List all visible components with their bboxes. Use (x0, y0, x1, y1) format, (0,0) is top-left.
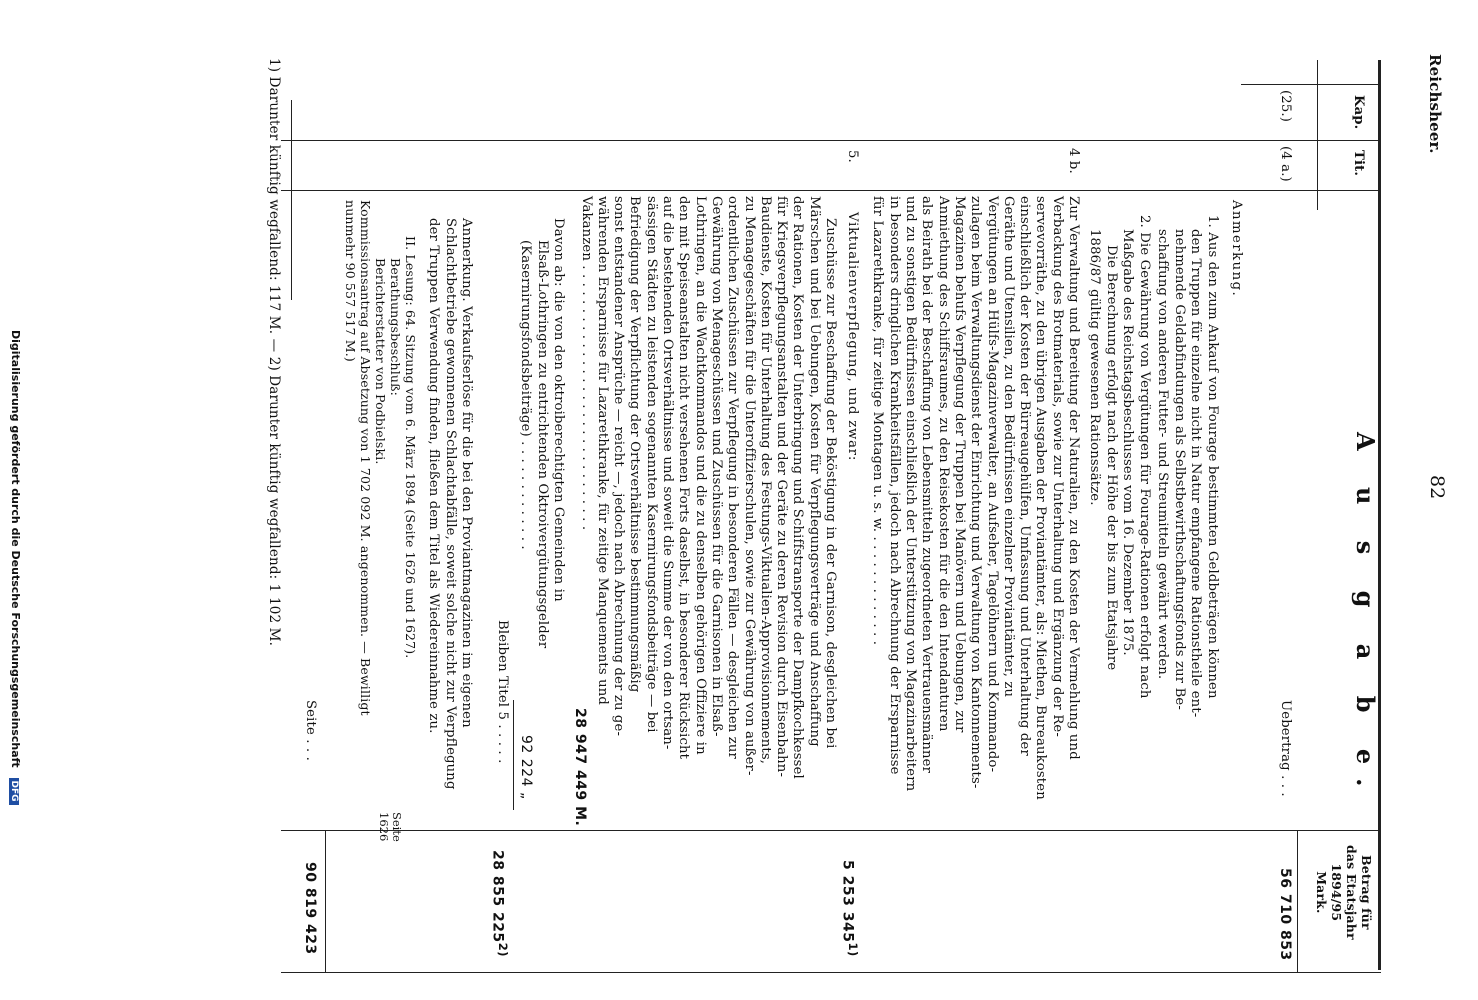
anmerkung-verkauf-line: Anmerkung. Verkaufserlöse für die bei den Proviantmagazinen im eigenen (459, 218, 474, 728)
davon-sum-rule (513, 700, 514, 810)
uebertrag-label: Uebertrag . . . (1278, 700, 1293, 797)
seite-ref-number: 1626 (377, 812, 391, 842)
item-5-line: Lothringen, an die Wachtkommandos und die zu denselben gehörigen Offiziere in (692, 196, 708, 755)
item-5-line: währenden Ersparnisse für Lazarethkranke, für zeitige Manquements und (594, 196, 610, 705)
top-rule (1378, 60, 1381, 970)
page-number: 82 (1426, 475, 1448, 500)
davon-line: Elsaß-Lothringen zu entrichtenden Oktroivergütungsgelder (534, 240, 550, 649)
anmerkung-1-line: 1. Aus den zum Ankauf von Fourage bestimmten Geldbeträgen können (1205, 215, 1220, 699)
anmerkung-1-line: den Truppen für einzelne nicht in Natur empfangene Rationstheile ent- (1188, 229, 1204, 718)
amount-header-rule (1297, 830, 1298, 972)
davon-amount-unit: „ (518, 791, 534, 800)
lesung-line: Berichterstatter von Podbielski. (373, 258, 388, 465)
seite-total: 90 819 423 (302, 862, 318, 955)
item-5-subtotal-value: 28 947 449 (572, 708, 588, 801)
anmerkung-2-line: Die Berechnung erfolgt nach der Höhe der bis zum Etatsjahre (1104, 245, 1119, 671)
item-4b-line: Magazinen behufs Verpflegung der Truppen bei Manövern und Uebungen, zur (951, 196, 967, 733)
amount-column-rule (281, 830, 1381, 831)
bleiben-amount-note: 2) (496, 942, 510, 957)
total-rule (325, 830, 326, 972)
item-5-line: sonst entstandener Ansprüche — reicht —, jedoch nach Abrechnung der zu ge- (611, 196, 627, 737)
running-title: Reichsheer. (1426, 54, 1444, 154)
amount-right-rule (281, 972, 1381, 973)
item-4b-line: Zur Verwaltung und Bereitung der Naturalien, zu den Kosten der Vermehlung und (1066, 196, 1081, 760)
item-5-line: Märschen und bei Uebungen, Kosten für Verpflegungsverträge und Anschaffung (806, 196, 822, 747)
tit-value: (4 a.) (1278, 146, 1293, 182)
amount-header-line-1: Betrag für (1359, 855, 1374, 930)
kap-column-header: Kap. (1351, 95, 1366, 130)
davon-line: (Kasernirungsfondsbeiträge) . . . . . . . . . . . . . (518, 240, 534, 550)
tit-4b: 4 b. (1066, 148, 1081, 174)
lesung-line: Kommissionsantrag auf Absetzung von 1 702 092 M. angenommen. — Bewilligt (358, 200, 373, 716)
anmerkung-2-line: 2. Die Gewährung von Vergütungen für Fourage-Rationen erfolgt nach (1137, 215, 1152, 699)
digitization-credit (9, 330, 22, 805)
anmerkung-verkauf (425, 218, 474, 790)
davon-text (517, 218, 566, 648)
uebertrag-amount: 56 710 853 (1277, 868, 1293, 961)
anmerkung-heading: Anmerkung. (1229, 200, 1244, 298)
amount-header-line-3: 1894/95 (1329, 863, 1344, 922)
item-5-line: Befriedigung der Verpflichtung der Ortsverhältnisse bestimmungsmäßig (627, 196, 643, 693)
item-4b-line: Anmiethung des Schiffsraumes, zu den Reisekosten für die den Intendanturen (935, 196, 951, 732)
dfg-logo: DFG (9, 778, 19, 805)
item-4b-line: Vergütungen an Hülfs-Magazinverwalter, an Aufseher, Tagelöhnern und Kommando- (984, 196, 1000, 773)
item-4b-line: als Beirath bei der Beschaffung von Lebensmitteln zugeordneten Vertrauensmänner (919, 196, 935, 774)
kap-column-rule (1241, 84, 1381, 85)
davon-amount-value: 92 224 (518, 735, 534, 787)
lesung-note (343, 200, 418, 716)
item-4b-line: in besonders dringlichen Krankheitsfällen, jedoch nach Abrechnung der Ersparnisse (886, 196, 902, 775)
item-5-line: auf die bestehenden Ortsverhältnisse und soweit die Summe der von den ortsan- (660, 196, 676, 750)
header-bottom-rule (1317, 60, 1318, 210)
amount-column-header (1314, 845, 1374, 940)
seite-label: Seite . . . (303, 700, 318, 761)
item-4b-line: servevorräthe, zu den übrigen Ausgaben der Proviantämter, als: Miethen, Bureaukosten (1033, 196, 1049, 800)
credit-text: Digitalisierung gefördert durch die Deutsche Forschungsgemeinschaft (9, 330, 22, 768)
kap-value: (25.) (1278, 90, 1293, 123)
item-5-amount-value: 5 253 345 (839, 860, 856, 943)
item-5-amount-note: 1) (846, 942, 860, 957)
item-5-line: Zuschüsse zur Beschaffung der Beköstigung in der Garnison, desgleichen bei (823, 218, 838, 749)
section-heading: A u s g a b e. (1351, 432, 1380, 801)
footnote-rule (291, 100, 292, 300)
anmerkung-verkauf-line: Schlachtbetriebe gewonnenen Schlachtabfälle, soweit solche nicht zur Verpflegung (442, 218, 458, 790)
item-5-line: der Rationen, Kosten der Unterbringung und Schiffstransporte der Dampfkochkessel (790, 196, 806, 779)
lesung-line: nunmehr 90 557 517 M.) (343, 200, 358, 362)
item-5-line: zu Menagegeschäften für die Unteroffizierschulen, sowie zur Gewährung von außer- (741, 196, 757, 776)
anmerkung-2-line: 1886/87 gültig gewesenen Rationssätze. (1087, 229, 1103, 506)
item-5-text (577, 196, 838, 779)
bleiben-amount-value: 28 855 225 (489, 850, 506, 943)
anmerkung-1-line: schaffung von anderen Futter- und Streumitteln gewährt werden. (1155, 229, 1171, 680)
text-column-rule (281, 190, 1381, 191)
anmerkung-verkauf-line: der Truppen Verwendung finden, fließen dem Titel als Wiedereinnahme zu. (426, 218, 442, 734)
lesung-line: Berathungsbeschluß: (388, 258, 403, 396)
anmerkung-2-line: Maßgabe des Reichstagsbeschlusses vom 16. Dezember 1875. (1120, 229, 1136, 656)
amount-header-line-4: Mark. (1314, 871, 1329, 914)
item-5-line: ordentlichen Zuschüssen zur Verpflegung in besonderen Fällen — desgleichen zur (725, 196, 741, 759)
item-5-line: für Kriegsverpflegungsanstalten und der Geräte zu deren Revision durch Eisenbahn- (774, 196, 790, 778)
davon-line: Davon ab: die von den oktroiberechtigten Gemeinden in (551, 218, 566, 602)
tit-column-header: Tit. (1351, 150, 1366, 177)
davon-amount (518, 735, 534, 800)
item-4b-line: zulagen beim Verwaltungsdienst der Einrichtung und Verwaltung von Kantonnements- (968, 196, 984, 789)
item-5-line: Baudienste, Kosten für Unterhaltung des Festungs-Viktualien-Approvisionnements, (757, 196, 773, 765)
anmerkung-1 (1154, 215, 1220, 717)
item-4b-line: einschließlich der Kosten der Bürreaugehülfen, Umfassung und Unterhaltung der (1017, 196, 1033, 756)
seite-ref-label: Seite (390, 812, 404, 842)
item-4b-line: Verbackung des Brotmaterials, sowie zur Unterhaltung und Ergänzung der Re- (1049, 196, 1065, 737)
lesung-line: II. Lesung: 64. Sitzung vom 6. März 1894 (Seite 1626 und 1627). (403, 236, 418, 659)
seite-ref (377, 812, 403, 842)
item-4b-line: Geräthe und Utensilien, zu den Bedürfnissen einzelner Proviantämter, zu (1000, 196, 1016, 698)
item-5-subtotal (572, 708, 588, 826)
bleiben-label: Bleiben Titel 5 . . . . . (495, 620, 510, 764)
item-5-line: den mit Speiseanstalten nicht versehenen Forts daselbst, in besonderer Rücksicht (676, 196, 692, 760)
bleiben-amount (489, 850, 510, 957)
item-5-amount (839, 860, 860, 957)
footnotes: 1) Darunter künftig wegfallend: 117 M. — 2) Darunter künftig wegfallend: 1 102 M. (266, 58, 282, 647)
item-5-line: Vakanzen . . . . . . . . . . . . . . . . . . . . . . . . . . . . . . . (578, 196, 594, 531)
item-5-line: Gewährung von Menageschüssen und Zuschüssen für die Garnisonen in Elsaß- (708, 196, 724, 737)
tit-column-rule (281, 140, 1381, 141)
amount-header-line-2: das Etatsjahr (1344, 845, 1359, 940)
tit-5: 5. (845, 150, 860, 163)
anmerkung-1-line: nehmende Geldabfindungen als Selbstbewirthschaftungsfonds zur Be- (1172, 229, 1187, 710)
anmerkung-2 (1086, 215, 1152, 698)
item-4b-line: und zu sonstigen Bedürfnissen einschließlich der Unterstützung von Magazinarbeitern (903, 196, 919, 792)
item-5-line: sässigen Städten zu leistenden sogenannten Kasernirungsfondsbeiträge — bei (643, 196, 659, 733)
item-4b-line: für Lazarethkranke, für zeitige Montagen u. s. w. . . . . . . . . . . . . . (870, 196, 886, 646)
item-4b-text (869, 196, 1081, 800)
item-5-subtotal-unit: M. (572, 806, 588, 827)
item-5-heading: Viktualienverpflegung, und zwar: (845, 212, 860, 462)
